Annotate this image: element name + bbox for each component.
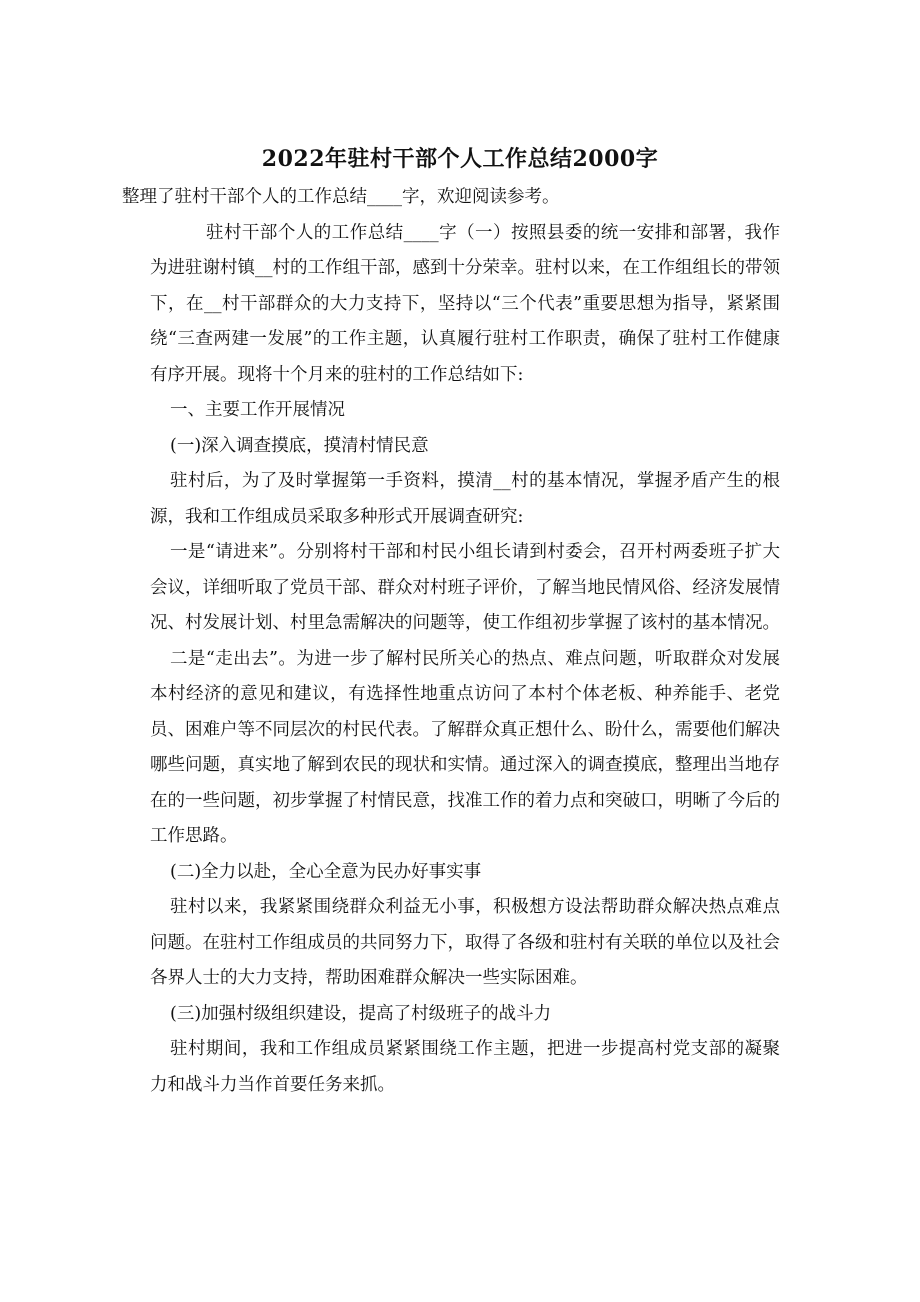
document-title: 2022年驻村干部个人工作总结2000字 xyxy=(261,146,659,172)
intro-paragraph: 整理了驻村干部个人的工作总结____字，欢迎阅读参考。 xyxy=(122,187,560,207)
paragraph-invite-in: 一是“请进来”。分别将村干部和村民小组长请到村委会，召开村两委班子扩大会议，详细听取了党员干部、群众对村班子评价，了解当地民情风俗、经济发展情况、村发展计划、村里急需解决的问题等，使工作组初步掌握了该村的基本情况。 xyxy=(150,542,780,633)
paragraph-survey-intro: 驻村后，为了及时掌握第一手资料，摸清__村的基本情况，掌握矛盾产生的根源，我和工作组成员采取多种形式开展调查研究: xyxy=(150,471,780,527)
paragraph-go-out: 二是“走出去”。为进一步了解村民所关心的热点、难点问题，听取群众对发展本村经济的意见和建议，有选择性地重点访问了本村个体老板、种养能手、老党员、困难户等不同层次的村民代表。了解群众真正想什么、盼什么，需要他们解决哪些问题，真实地了解到农民的现状和实情。通过深入的调查摸底，整理出当地存在的一些问题，初步掌握了村情民意，找准工作的着力点和突破口，明晰了今后的工作思路。 xyxy=(150,648,780,846)
document-body xyxy=(122,180,780,1103)
subsection-heading-survey: (一)深入调查摸底，摸清村情民意 xyxy=(170,435,429,456)
paragraph-practical-work: 驻村以来，我紧紧围绕群众利益无小事，积极想方设法帮助群众解决热点难点问题。在驻村工作组成员的共同努力下，取得了各级和驻村有关联的单位以及社会各界人士的大力支持，帮助困难群众解决一些实际困难。 xyxy=(150,897,780,988)
section-heading-main-work: 一、主要工作开展情况 xyxy=(170,400,345,420)
subsection-heading-practical-work: (二)全力以赴，全心全意为民办好事实事 xyxy=(170,861,482,882)
paragraph-organization: 驻村期间，我和工作组成员紧紧围绕工作主题，把进一步提高村党支部的凝聚力和战斗力当作首要任务来抓。 xyxy=(150,1039,780,1095)
subsection-heading-organization: (三)加强村级组织建设，提高了村级班子的战斗力 xyxy=(170,1003,552,1024)
opening-paragraph: 驻村干部个人的工作总结____字（一）按照县委的统一安排和部署，我作为进驻谢村镇__村的工作组干部，感到十分荣幸。驻村以来，在工作组组长的带领下，在__村干部群众的大力支持下，坚持以“三个代表”重要思想为指导，紧紧围绕“三查两建一发展”的工作主题，认真履行驻村工作职责，确保了驻村工作健康有序开展。现将十个月来的驻村的工作总结如下: xyxy=(150,222,780,385)
